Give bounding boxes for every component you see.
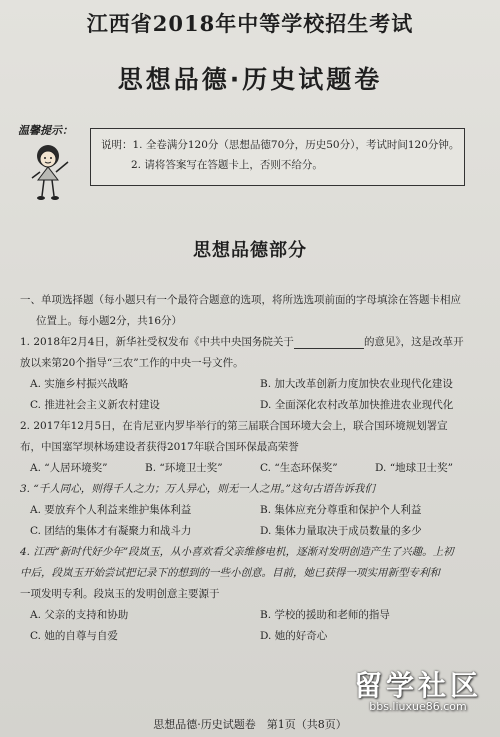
watermark-url: bbs.liuxue86.com — [369, 700, 467, 713]
questions — [20, 290, 480, 647]
notice-line-1: 说明：1. 全卷满分120分（思想品德70分，历史50分），考试时间120分钟。 — [101, 139, 460, 151]
paper-title: 思想品德·历史试题卷 — [117, 65, 383, 94]
watermark-logo-text: 留学社区 — [353, 669, 482, 702]
q1-option-a: A. 实施乡村振兴战略 — [30, 378, 129, 390]
q4-option-c: C. 她的自尊与自爱 — [30, 630, 118, 642]
q3-option-b: B. 集体应充分尊重和保护个人利益 — [260, 504, 422, 516]
q3-option-c: C. 团结的集体才有凝聚力和战斗力 — [30, 525, 192, 537]
q1-stem-end: 的意见》，这是改革开 — [363, 336, 464, 348]
section-title: 思想品德部分 — [193, 240, 307, 261]
site-watermark — [338, 664, 498, 713]
q4-stem-2: 中后，段岚玉开始尝试把记录下的想到的一些小创意。目前，她已获得一项实用新型专利和 — [20, 567, 440, 579]
q2-option-d: D. “地球卫士奖” — [375, 462, 453, 474]
exam-title: 江西省2018年中等学校招生考试 — [86, 11, 414, 36]
q2-stem-1: 2. 2017年12月5日，在肯尼亚内罗毕举行的第三届联合国环境大会上，联合国环境规划署宣 — [20, 420, 448, 432]
part1-heading-1: 一、单项选择题（每小题只有一个最符合题意的选项，将所选选项前面的字母填涂在答题卡相应 — [20, 294, 461, 306]
girl-mascot-illustration — [22, 140, 78, 206]
q3-options-row2 — [20, 521, 480, 542]
q4-stem-3: 一项发明专利。段岚玉的发明创意主要源于 — [20, 588, 220, 600]
q1-stem — [20, 332, 480, 353]
page-footer: 思想品德·历史试题卷 第1页（共8页） — [153, 718, 347, 731]
q4-options-row2 — [20, 626, 480, 647]
q2-option-b: B. “环境卫士奖” — [145, 462, 223, 474]
q3-option-a: A. 要放弃个人利益来维护集体利益 — [30, 504, 192, 516]
q1-stem-2: 放以来第20个指导“三农”工作的中央一号文件。 — [20, 357, 244, 369]
q4-option-b: B. 学校的援助和老师的指导 — [260, 609, 390, 621]
notice-box — [90, 128, 465, 186]
q2-options — [20, 458, 480, 479]
q3-stem: 3. “千人同心，则得千人之力；万人异心，则无一人之用。”这句古语告诉我们 — [20, 483, 375, 495]
q2-stem-2: 布，中国塞罕坝林场建设者获得2017年联合国环保最高荣誉 — [20, 441, 299, 453]
q3-options-row1 — [20, 500, 480, 521]
q4-stem-1: 4. 江西“新时代好少年”段岚玉，从小喜欢看父亲维修电机，逐渐对发明创造产生了兴趣。上初 — [20, 546, 454, 558]
part1-heading-2: 位置上。每小题2分，共16分） — [36, 315, 183, 327]
q1-option-d: D. 全面深化农村改革加快推进农业现代化 — [260, 399, 454, 411]
q3-option-d: D. 集体力量取决于成员数量的多少 — [260, 525, 422, 537]
q4-option-a: A. 父亲的支持和协助 — [30, 609, 129, 621]
q4-options-row1 — [20, 605, 480, 626]
q1-stem-start: 1. 2018年2月4日，新华社受权发布《中共中央国务院关于 — [20, 336, 294, 348]
q1-options-row2 — [20, 395, 480, 416]
q4-option-d: D. 她的好奇心 — [260, 630, 328, 642]
q1-options-row1 — [20, 374, 480, 395]
tip-label: 温馨提示： — [18, 124, 73, 137]
q1-blank — [294, 336, 364, 349]
q1-option-b: B. 加大改革创新力度加快农业现代化建设 — [260, 378, 453, 390]
notice-line-2: 2. 请将答案写在答题卡上，否则不给分。 — [131, 159, 323, 171]
q2-option-c: C. “生态环保奖” — [260, 462, 338, 474]
q2-option-a: A. “人居环境奖” — [30, 462, 108, 474]
q1-option-c: C. 推进社会主义新农村建设 — [30, 399, 160, 411]
